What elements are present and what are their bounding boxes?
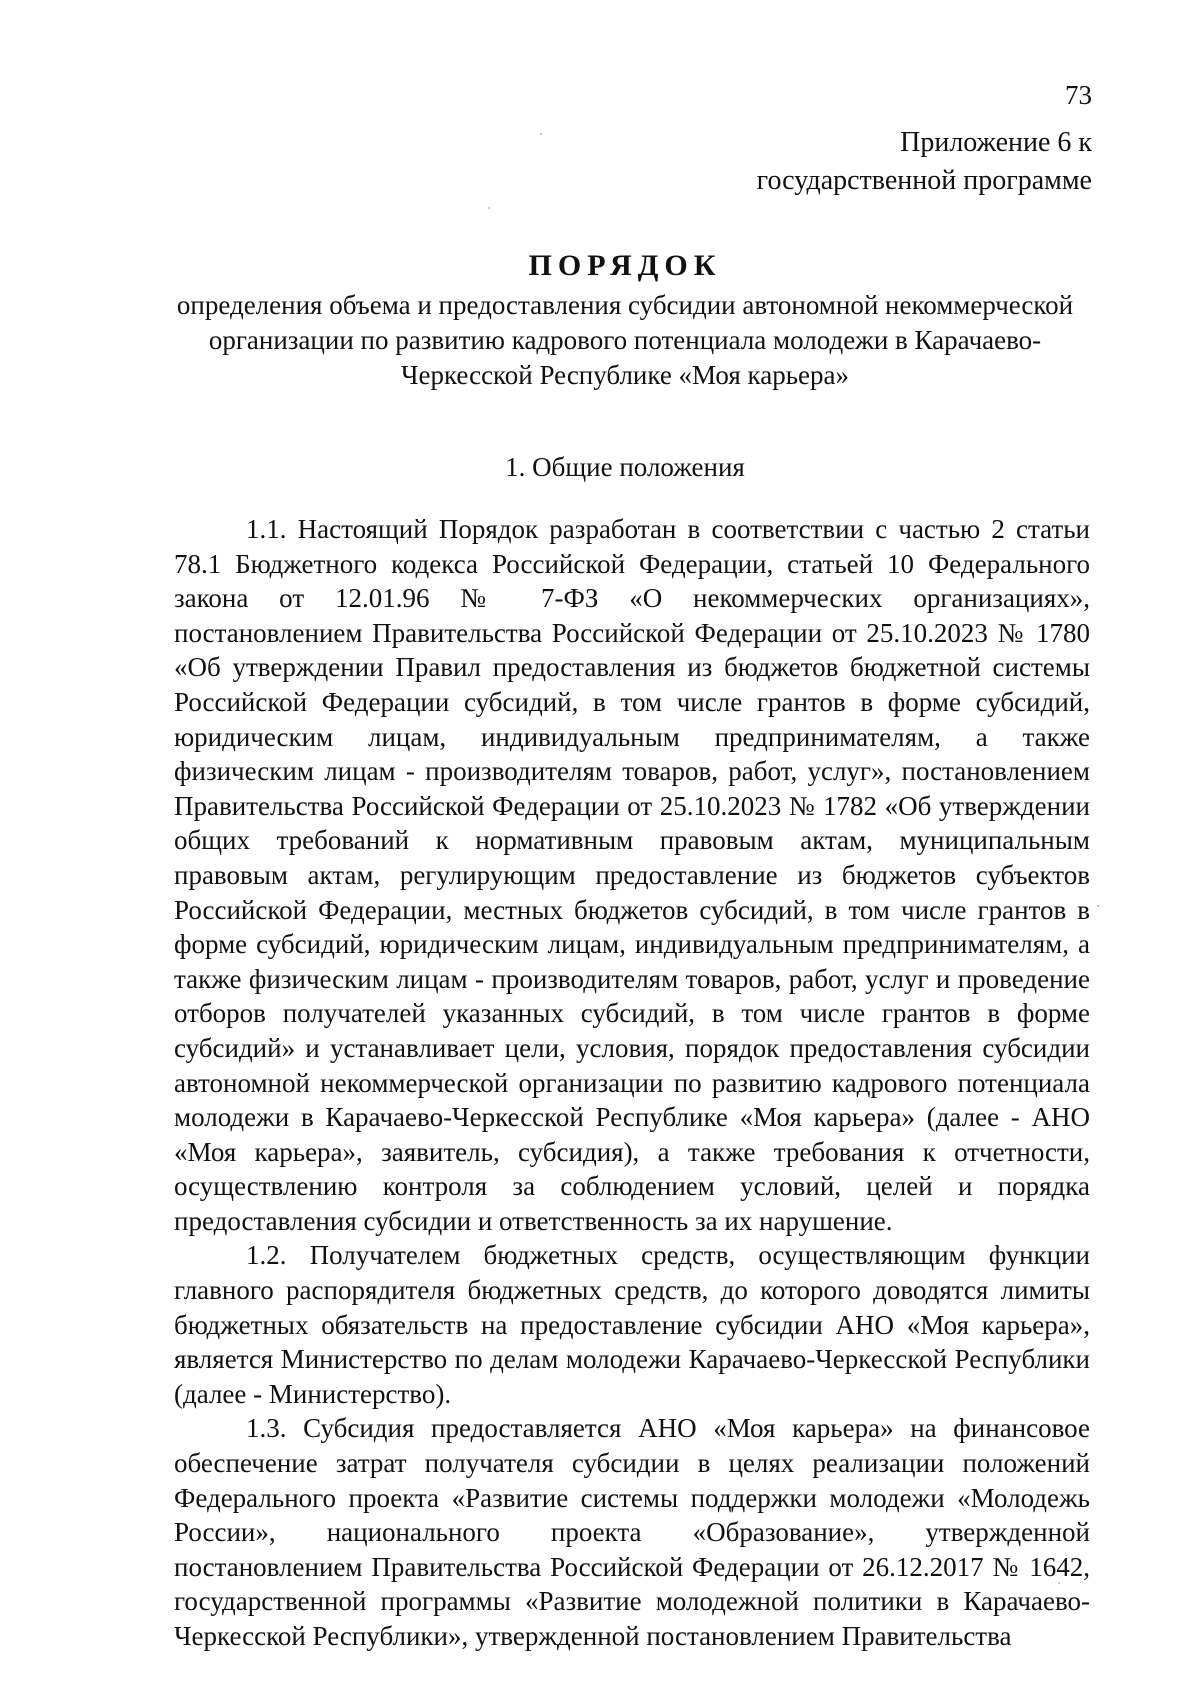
- paragraph-1-3: 1.3. Субсидия предоставляется АНО «Моя карьера» на финансовое обеспечение затрат получателя субсидии в целях реализации положений Федерального проекта «Развитие системы поддержки молодежи «Молодежь России», национального проекта «Образование», утвержденной постановлением Правительства Российской Федерации от 26.12.2017 № 1642, государственной программы «Развитие молодежной политики в Карачаево-Черкесской Республики», утвержденной постановлением Правительства: [174, 1413, 1090, 1651]
- body-text: [174, 512, 1090, 1654]
- appendix-note: [757, 124, 1092, 200]
- page-number: 73: [1065, 80, 1092, 110]
- section-heading: 1. Общие положения: [505, 452, 745, 482]
- scan-speck: [1097, 905, 1099, 907]
- title-block: [160, 248, 1090, 393]
- document-subtitle: определения объема и предоставления субсидии автономной некоммерческой организации по развитию кадрового потенциала молодежи в Карачаево-Черкесской Республике «Моя карьера»: [176, 290, 1074, 390]
- appendix-line-2: государственной программе: [756, 165, 1092, 196]
- paragraph-1-1: 1.1. Настоящий Порядок разработан в соответствии с частью 2 статьи 78.1 Бюджетного кодекса Российской Федерации, статьей 10 Федерального закона от 12.01.96 № 7-ФЗ «О некоммерческих организациях», постановлением Правительства Российской Федерации от 25.10.2023 № 1780 «Об утверждении Правил предоставления из бюджетов бюджетной системы Российской Федерации субсидий, в том числе грантов в форме субсидий, юридическим лицам, индивидуальным предпринимателям, а также физическим лицам - производителям товаров, работ, услуг», постановлением Правительства Российской Федерации от 25.10.2023 № 1782 «Об утверждении общих требований к нормативным правовым актам, муниципальным правовым актам, регулирующим предоставление из бюджетов субъектов Российской Федерации, местных бюджетов субсидий, в том числе грантов в форме субсидий, юридическим лицам, индивидуальным предпринимателям, а также физическим лицам - производителям товаров, работ, услуг и проведение отборов получателей указанных субсидий, в том числе грантов в форме субсидий» и устанавливает цели, условия, порядок предоставления субсидии автономной некоммерческой организации по развитию кадрового потенциала молодежи в Карачаево-Черкесской Республике «Моя карьера» (далее - АНО «Моя карьера», заявитель, субсидия), а также требования к отчетности, осуществлению контроля за соблюдением условий, целей и порядка предоставления субсидии и ответственность за их нарушение.: [174, 514, 1090, 1236]
- scan-speck: [1058, 1582, 1060, 1584]
- scan-speck: [540, 133, 542, 135]
- document-title: ПОРЯДОК: [528, 249, 722, 282]
- paragraph-1-2: 1.2. Получателем бюджетных средств, осуществляющим функции главного распорядителя бюджетных средств, до которого доводятся лимиты бюджетных обязательств на предоставление субсидии АНО «Моя карьера», является Министерство по делам молодежи Карачаево-Черкесской Республики (далее - Министерство).: [174, 1240, 1090, 1409]
- appendix-line-1: Приложение 6 к: [900, 127, 1092, 158]
- scan-speck: [488, 207, 490, 209]
